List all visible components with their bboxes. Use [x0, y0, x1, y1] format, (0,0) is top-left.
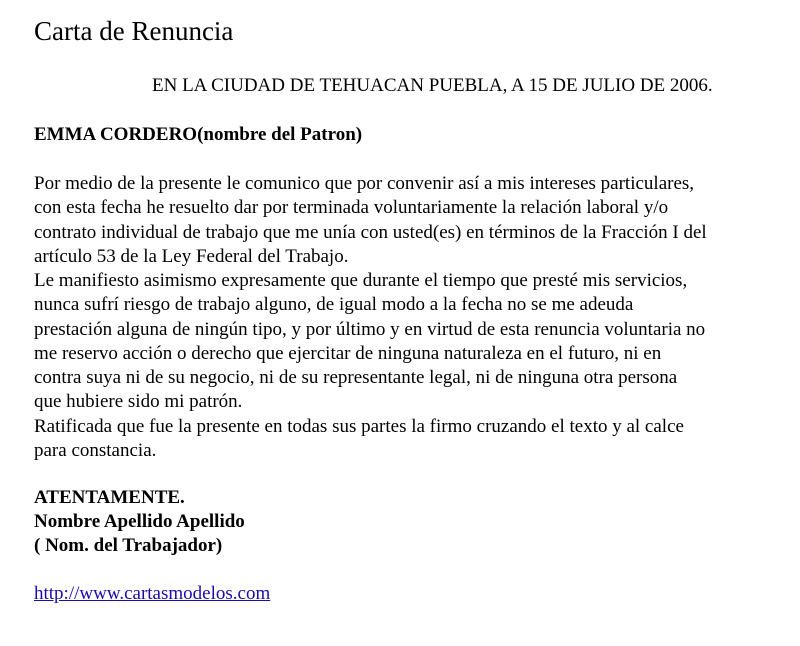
page-title: Carta de Renuncia	[34, 16, 234, 46]
body-line: nunca sufrí riesgo de trabajo alguno, de igual modo a la fecha no se me adeuda	[34, 294, 634, 316]
body-line: Por medio de la presente le comunico que por convenir así a mis intereses particulares,	[34, 173, 695, 194]
body-line: que hubiere sido mi patrón.	[34, 391, 243, 413]
body-line: me reservo acción o derecho que ejercitar de ninguna naturaleza en el futuro, ni en	[34, 342, 662, 364]
dateline: EN LA CIUDAD DE TEHUACAN PUEBLA, A 15 DE JULIO DE 2006.	[152, 75, 713, 96]
closing-block	[34, 486, 245, 558]
body-line: contrato individual de trabajo que me unía con usted(es) en términos de la Fracción I del	[34, 221, 707, 243]
body-line: prestación alguna de ningún tipo, y por último y en virtud de esta renuncia voluntaria no	[34, 318, 706, 340]
body-line: Ratificada que fue la presente en todas sus partes la firmo cruzando el texto y al calce	[34, 415, 684, 437]
addressee: EMMA CORDERO(nombre del Patron)	[34, 124, 363, 145]
body-line: para constancia.	[34, 439, 157, 461]
signer-name: Nombre Apellido Apellido	[34, 511, 245, 532]
body-line: contra suya ni de su negocio, ni de su representante legal, ni de ninguna otra persona	[34, 367, 678, 388]
body-line: artículo 53 de la Ley Federal del Trabajo.	[34, 245, 349, 267]
letter-body	[34, 172, 784, 463]
body-line: con esta fecha he resuelto dar por terminada voluntariamente la relación laboral y/o	[34, 197, 669, 219]
body-line: Le manifiesto asimismo expresamente que durante el tiempo que presté mis servicios,	[34, 270, 688, 291]
closing-salutation: ATENTAMENTE.	[34, 487, 185, 508]
signer-role: ( Nom. del Trabajador)	[34, 535, 223, 556]
website-link[interactable]: http://www.cartasmodelos.com	[34, 583, 271, 604]
